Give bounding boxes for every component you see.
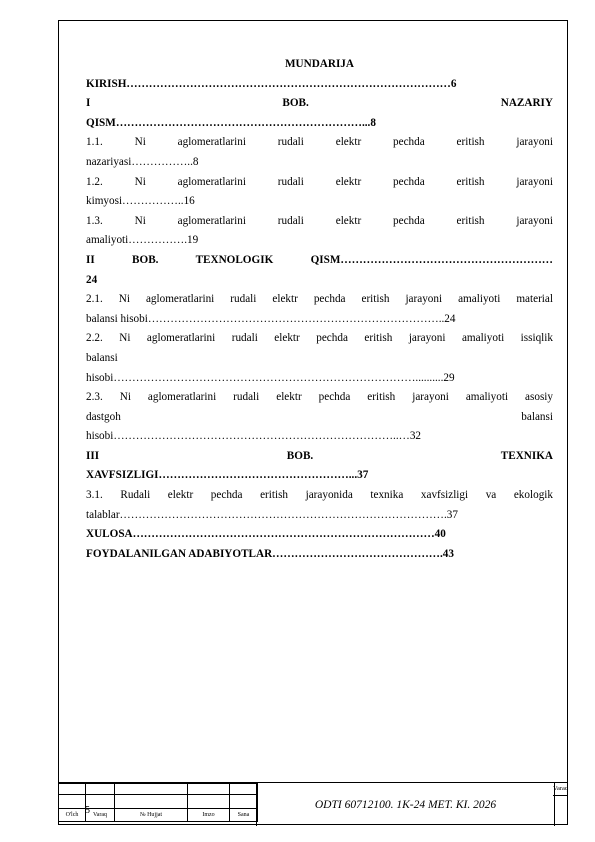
toc-line: 1.2. Ni aglomeratlarini rudali elektr pechda eritish jarayoni xyxy=(86,175,553,188)
toc-line: hisobi…………………………………………………………………..…32 xyxy=(86,430,422,443)
page-number-left: 5 xyxy=(85,805,90,816)
toc-line: XAVFSIZLIGI……………………………………………...37 xyxy=(86,469,369,482)
toc-line: 3.1. Rudali elektr pechda eritish jarayonida texnika xavfsizligi va ekologik xyxy=(86,489,553,502)
varaq-label: Varaq xyxy=(553,785,569,792)
toc-line: 2.1. Ni aglomeratlarini rudali elektr pechda eritish jarayoni amaliyoti material xyxy=(86,293,553,306)
toc-line: kimyosi……………..16 xyxy=(86,195,195,208)
col-imzo: Imzo xyxy=(188,809,230,822)
toc-line: III BOB. TEXNIKA xyxy=(86,449,553,462)
toc-line: 2.2. Ni aglomeratlarini rudali elektr pechda eritish jarayoni amaliyoti issiqlik xyxy=(86,332,553,345)
toc-line: talablar…………………………………………………………………………….37 xyxy=(86,508,458,521)
col-varaq: Varaq xyxy=(86,809,115,822)
col-hujjat: № Hujjat xyxy=(115,809,188,822)
varaq-cell xyxy=(553,795,568,827)
toc-line: 1.3. Ni aglomeratlarini rudali elektr pechda eritish jarayoni xyxy=(86,214,553,227)
toc-line: I BOB. NAZARIY xyxy=(86,97,553,110)
toc-line: XULOSA………………………………………………………………………40 xyxy=(86,528,446,541)
toc-line: amaliyoti…………….19 xyxy=(86,234,199,247)
col-sana: Sana xyxy=(230,809,258,822)
toc-line: FOYDALANILGAN ADABIYOTLAR……………………………………….43 xyxy=(86,547,454,560)
toc-line: hisobi………………………………………………………………………..........29 xyxy=(86,371,455,384)
toc-lines xyxy=(86,75,553,565)
col-olch: O'lch xyxy=(59,809,86,822)
toc-line: balansi hisobi……………………………………………………………………..24 xyxy=(86,312,456,325)
title-block xyxy=(58,782,568,826)
toc-line: 1.1. Ni aglomeratlarini rudali elektr pechda eritish jarayoni xyxy=(86,136,553,149)
table-of-contents xyxy=(86,55,553,564)
toc-line: II BOB. TEXNOLOGIK QISM………………………………………………… xyxy=(86,253,553,266)
toc-line: nazariyasi……………..8 xyxy=(86,155,199,168)
stamp-grid xyxy=(58,783,258,822)
toc-line: dastgoh balansi xyxy=(86,410,553,423)
toc-line: 24 xyxy=(86,273,98,286)
toc-line: QISM…………………………………………………………...8 xyxy=(86,116,376,129)
toc-line: KIRISH……………………………………………………………………………6 xyxy=(86,77,457,90)
toc-line: balansi xyxy=(86,351,118,364)
document-code: ODTI 60712100. 1K-24 MET. KI. 2026 xyxy=(256,783,555,826)
toc-line: 2.3. Ni aglomeratlarini rudali elektr pechda eritish jarayoni amaliyoti asosiy xyxy=(86,391,553,404)
toc-title: MUNDARIJA xyxy=(285,58,354,70)
